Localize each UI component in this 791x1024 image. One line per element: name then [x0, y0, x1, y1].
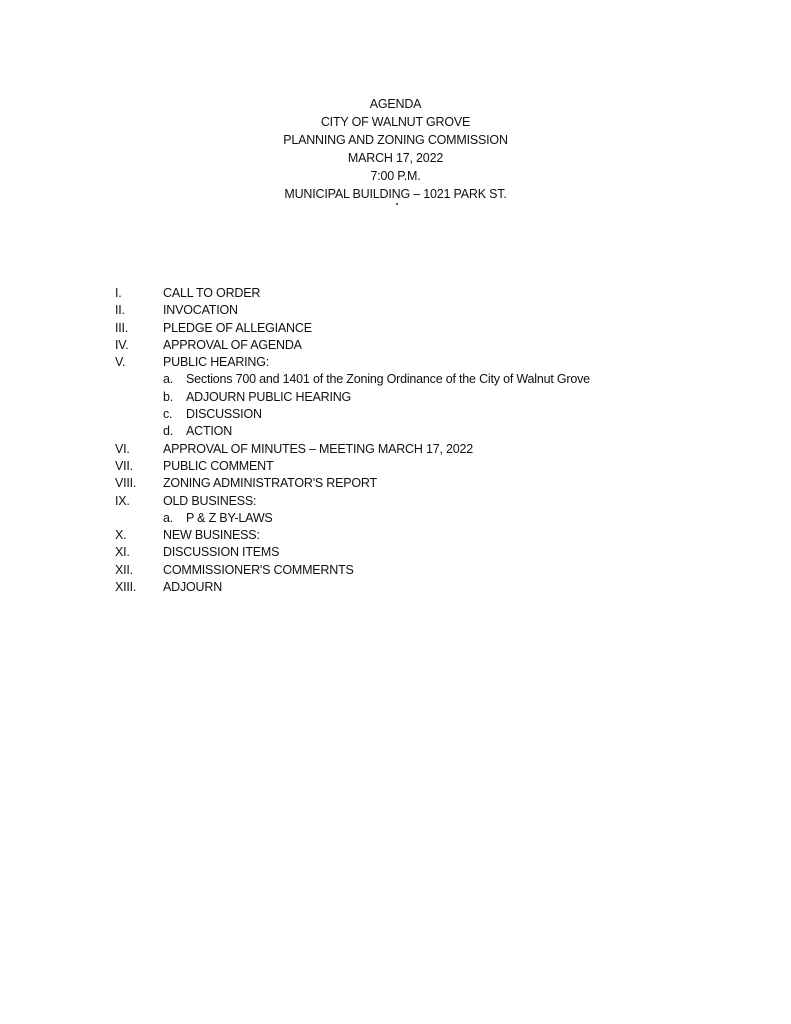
agenda-item: [115, 441, 755, 458]
item-number: XIII.: [115, 580, 137, 595]
subitem-letter: d.: [163, 424, 174, 439]
item-text: OLD BUSINESS:: [163, 493, 257, 508]
item-text: ADJOURN: [163, 580, 223, 595]
agenda-item: [115, 562, 755, 579]
agenda-list: [115, 285, 755, 596]
item-text: CALL TO ORDER: [163, 286, 261, 300]
item-text: PUBLIC COMMENT: [163, 458, 274, 473]
item-text: PUBLIC HEARING:: [163, 355, 270, 370]
item-number: IX.: [115, 493, 130, 508]
subitem-letter: a.: [163, 510, 174, 525]
subitem-text: DISCUSSION: [186, 407, 262, 422]
item-number: VIII.: [115, 476, 137, 491]
agenda-item: [115, 354, 755, 371]
item-text: INVOCATION: [163, 303, 238, 318]
header-time: 7:00 P.M.: [370, 169, 421, 183]
item-number: X.: [115, 528, 127, 543]
item-text: PLEDGE OF ALLEGIANCE: [163, 320, 312, 335]
agenda-subitem: [115, 423, 755, 440]
agenda-item: [115, 320, 755, 337]
item-number: V.: [115, 355, 126, 370]
agenda-item: [115, 475, 755, 492]
stray-mark: [396, 203, 398, 205]
subitem-text: P & Z BY-LAWS: [186, 510, 273, 525]
item-text: DISCUSSION ITEMS: [163, 545, 280, 560]
agenda-item: [115, 337, 755, 354]
agenda-subitem: [115, 406, 755, 423]
agenda-item: [115, 493, 755, 510]
document-header: [0, 95, 791, 203]
item-number: XII.: [115, 562, 133, 577]
agenda-item: [115, 544, 755, 561]
agenda-subitem: [115, 371, 755, 388]
item-number: III.: [115, 320, 129, 335]
header-title: AGENDA: [369, 97, 422, 111]
subitem-text: ADJOURN PUBLIC HEARING: [186, 389, 352, 404]
item-text: APPROVAL OF AGENDA: [163, 337, 302, 352]
agenda-item: [115, 579, 755, 596]
item-text: APPROVAL OF MINUTES – MEETING MARCH 17, 2022: [163, 441, 474, 456]
subitem-text: Sections 700 and 1401 of the Zoning Ordinance of the City of Walnut Grove: [186, 372, 590, 387]
item-number: XI.: [115, 545, 130, 560]
header-date: MARCH 17, 2022: [347, 151, 444, 165]
item-number: IV.: [115, 337, 129, 352]
item-text: COMMISSIONER'S COMMERNTS: [163, 562, 354, 577]
subitem-letter: c.: [163, 407, 173, 422]
subitem-letter: a.: [163, 372, 174, 387]
item-text: NEW BUSINESS:: [163, 528, 260, 543]
header-commission: PLANNING AND ZONING COMMISSION: [283, 133, 508, 147]
header-city: CITY OF WALNUT GROVE: [320, 115, 471, 129]
agenda-item: [115, 458, 755, 475]
agenda-item: [115, 285, 755, 302]
item-number: I.: [115, 286, 122, 300]
subitem-letter: b.: [163, 389, 174, 404]
subitem-text: ACTION: [186, 424, 233, 439]
item-number: VII.: [115, 458, 133, 473]
agenda-item: [115, 527, 755, 544]
agenda-subitem: [115, 389, 755, 406]
item-text: ZONING ADMINISTRATOR'S REPORT: [163, 476, 377, 491]
item-number: II.: [115, 303, 125, 318]
item-number: VI.: [115, 441, 130, 456]
agenda-item: [115, 302, 755, 319]
agenda-subitem: [115, 510, 755, 527]
header-location: MUNICIPAL BUILDING – 1021 PARK ST.: [284, 187, 507, 201]
